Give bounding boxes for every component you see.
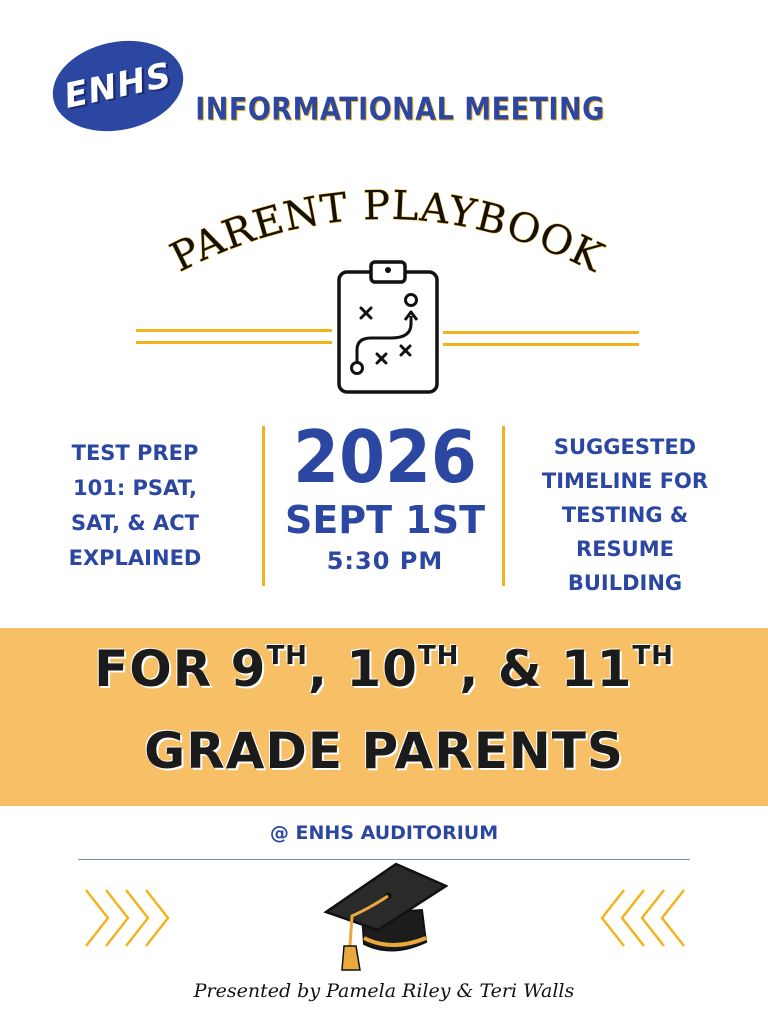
audience-grades — [0, 640, 768, 698]
grade-10: , 10 — [307, 640, 418, 698]
gold-line-right-bottom — [443, 343, 639, 346]
grade-11-suffix: TH — [632, 641, 674, 671]
timeline-line: RESUME — [576, 537, 674, 561]
test-prep-text — [50, 436, 220, 576]
presenters-credit: Presented by Pamela Riley & Teri Walls — [193, 980, 575, 1002]
event-date: SEPT 1ST — [284, 498, 486, 542]
test-prep-line: EXPLAINED — [68, 546, 202, 570]
gold-line-left-bottom — [136, 341, 332, 344]
audience-label: GRADE PARENTS — [144, 722, 624, 780]
chevrons-right-icon — [84, 886, 176, 950]
gold-line-right-top — [443, 331, 639, 334]
event-location: @ ENHS AUDITORIUM — [269, 822, 499, 844]
page-title-path: PARENT PLAYBOOK — [163, 182, 611, 282]
event-year: 2026 — [293, 415, 477, 500]
chevrons-left-icon — [594, 886, 686, 950]
graduation-cap-icon — [322, 858, 448, 976]
grade-11: , & 11 — [459, 640, 633, 698]
timeline-line: TIMELINE FOR — [541, 469, 709, 493]
subtitle: INFORMATIONAL MEETING — [195, 91, 605, 128]
timeline-line: TESTING & — [561, 503, 689, 527]
timeline-line: SUGGESTED — [553, 435, 697, 459]
clipboard-playbook-icon — [335, 258, 441, 396]
divider-right — [502, 426, 505, 586]
event-time: 5:30 PM — [326, 547, 444, 575]
timeline-text — [530, 430, 720, 600]
test-prep-line: TEST PREP — [71, 441, 199, 465]
grade-9: FOR 9 — [94, 640, 267, 698]
event-datetime — [270, 415, 500, 578]
divider-left — [262, 426, 265, 586]
gold-line-left-top — [136, 329, 332, 332]
test-prep-line: SAT, & ACT — [71, 511, 199, 535]
enhs-logo — [44, 29, 191, 143]
grade-9-suffix: TH — [266, 641, 308, 671]
logo-text: ENHS — [60, 55, 176, 117]
grade-10-suffix: TH — [417, 641, 460, 671]
timeline-line: BUILDING — [567, 571, 683, 595]
test-prep-line: 101: PSAT, — [73, 476, 197, 500]
